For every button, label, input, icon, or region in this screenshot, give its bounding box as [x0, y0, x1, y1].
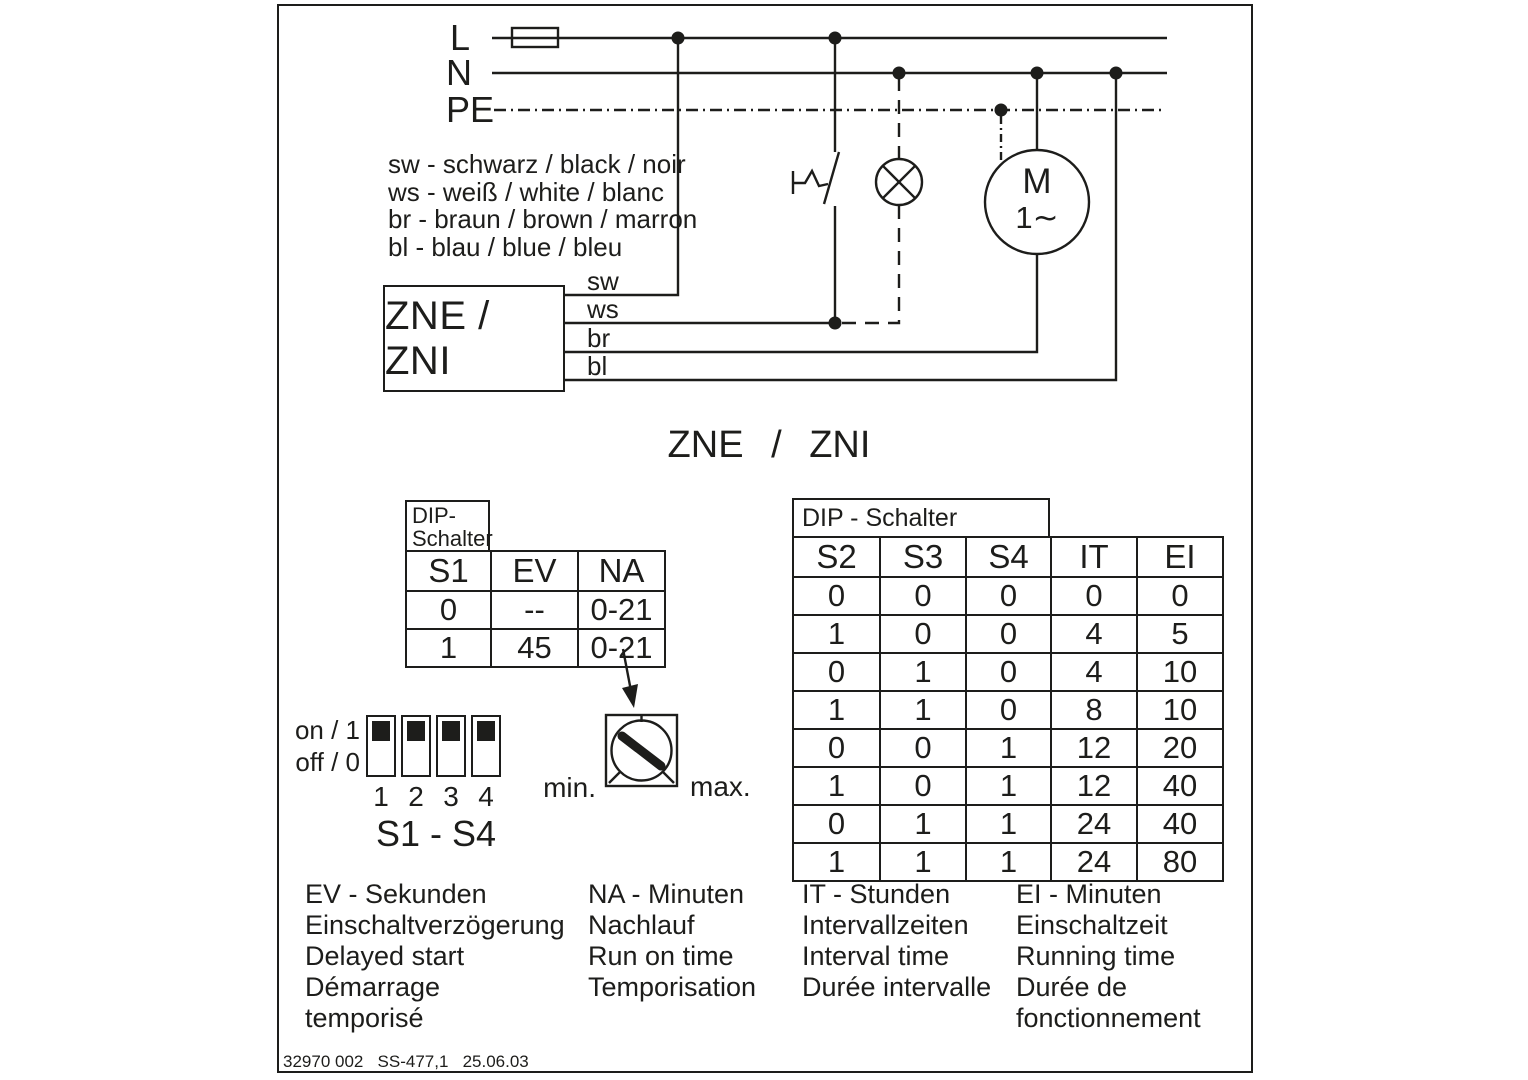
table-cell: 40 — [1137, 767, 1223, 805]
text-line: Interval time — [802, 941, 950, 971]
table-cell: 0 — [880, 577, 966, 615]
table-cell: 1 — [966, 767, 1051, 805]
table-cell: 0 — [793, 653, 880, 691]
column-header: EV — [491, 551, 578, 591]
wire-color-legend — [388, 151, 697, 261]
table-cell: 0 — [880, 615, 966, 653]
table-cell: 1 — [880, 653, 966, 691]
switch-number: 4 — [478, 781, 494, 812]
dip-switch — [471, 715, 501, 777]
left-table-corner-label — [405, 500, 493, 551]
motor-label — [977, 163, 1097, 235]
header-row — [793, 537, 1223, 577]
table-cell: 10 — [1137, 653, 1223, 691]
device-box — [383, 285, 565, 392]
table-row — [793, 577, 1223, 615]
header-row — [406, 551, 665, 591]
table-cell: 0 — [793, 729, 880, 767]
column-header: S1 — [406, 551, 491, 591]
table-cell: 0 — [966, 577, 1051, 615]
dip-switch-knob — [442, 721, 460, 741]
table-cell: 45 — [491, 629, 578, 667]
left-table — [405, 550, 666, 668]
dip-switch — [366, 715, 396, 777]
table-row — [793, 805, 1223, 843]
text-line: Running time — [1016, 941, 1176, 971]
text-line: sw - schwarz / black / noir — [388, 149, 686, 179]
table-cell: 80 — [1137, 843, 1223, 881]
text-line: NA - Minuten — [588, 879, 745, 909]
wire-label-ws: ws — [587, 294, 619, 324]
table-cell: 1 — [793, 843, 880, 881]
table-cell: 4 — [1051, 615, 1137, 653]
table-cell: 12 — [1051, 767, 1137, 805]
table-cell: 1 — [793, 691, 880, 729]
table-cell: 0 — [966, 691, 1051, 729]
dip-off-label: off / 0 — [295, 747, 360, 777]
table-cell: 1 — [966, 729, 1051, 767]
document-number: 32970 002 SS-477,1 25.06.03 — [283, 1052, 529, 1071]
switch-number: 2 — [408, 781, 424, 812]
table-cell: 4 — [1051, 653, 1137, 691]
table-cell: 1 — [880, 805, 966, 843]
table-cell: 1 — [406, 629, 491, 667]
dip-switch-knob — [477, 721, 495, 741]
dip-switch-knob — [407, 721, 425, 741]
column-header: S4 — [966, 537, 1051, 577]
table-row — [793, 691, 1223, 729]
text-line: Durée de — [1016, 972, 1128, 1002]
text-line: EI - Minuten — [1016, 879, 1162, 909]
table-row — [793, 843, 1223, 881]
table-cell: 1 — [793, 615, 880, 653]
table-cell: 20 — [1137, 729, 1223, 767]
text-line: Démarrage — [305, 972, 441, 1002]
wire-label-sw: sw — [587, 266, 619, 296]
text-line: Einschaltverzögerung — [305, 910, 565, 940]
text-line: Schalter — [412, 526, 493, 551]
table-cell: 40 — [1137, 805, 1223, 843]
table-row — [793, 767, 1223, 805]
line-label-pe: PE — [446, 89, 495, 130]
wire-label-bl: bl — [587, 351, 608, 381]
table-cell: 0 — [793, 577, 880, 615]
dip-switch-knob — [372, 721, 390, 741]
table-row — [793, 653, 1223, 691]
table-row — [406, 629, 665, 667]
page-title: ZNE / ZNI — [667, 424, 871, 466]
table-cell: 1 — [966, 805, 1051, 843]
text-line: Nachlauf — [588, 910, 695, 940]
text-line: DIP- — [412, 503, 456, 528]
dip-switch-bank — [366, 715, 501, 777]
text-line: Intervallzeiten — [802, 910, 969, 940]
text-line: Durée intervalle — [802, 972, 992, 1002]
text-line: Temporisation — [588, 972, 757, 1002]
lamp-icon — [842, 77, 922, 323]
line-label-l: L — [450, 17, 471, 58]
dip-on-label: on / 1 — [294, 715, 360, 745]
rotary-dial-icon — [606, 715, 677, 786]
table-row — [793, 615, 1223, 653]
legend-column-na — [588, 879, 756, 1003]
table-cell: 0 — [966, 653, 1051, 691]
table-cell: 0 — [406, 591, 491, 629]
text-line: ws - weiß / white / blanc — [388, 176, 664, 207]
text-line: br - braun / brown / marron — [388, 204, 698, 234]
table-cell: 8 — [1051, 691, 1137, 729]
table-row — [406, 591, 665, 629]
table-cell: 1 — [880, 691, 966, 729]
table-row — [793, 729, 1223, 767]
dip-switch-caption: S1 - S4 — [375, 813, 497, 854]
column-header: IT — [1051, 537, 1137, 577]
right-table-title: DIP - Schalter — [792, 498, 1050, 536]
text-line: EV - Sekunden — [305, 879, 487, 909]
legend-column-it — [802, 879, 991, 1003]
wire-label-br: br — [587, 323, 611, 353]
table-cell: 1 — [966, 843, 1051, 881]
line-label-n: N — [446, 52, 472, 93]
text-line: Run on time — [588, 941, 734, 971]
table-cell: 0 — [1051, 577, 1137, 615]
table-cell: 12 — [1051, 729, 1137, 767]
right-table — [792, 536, 1224, 882]
table-cell: 1 — [793, 767, 880, 805]
text-line: temporisé — [305, 1003, 424, 1033]
table-cell: 0-21 — [578, 629, 665, 667]
column-header: NA — [578, 551, 665, 591]
table-cell: 24 — [1051, 805, 1137, 843]
table-cell: 0 — [793, 805, 880, 843]
br-wire — [565, 254, 1037, 352]
switch-icon — [793, 38, 839, 319]
text-line: Einschaltzeit — [1016, 910, 1168, 940]
switch-number: 3 — [443, 781, 459, 812]
table-cell: 10 — [1137, 691, 1223, 729]
device-box-label: ZNE / ZNI — [385, 293, 490, 383]
text-line: IT - Stunden — [802, 879, 951, 909]
table-cell: 0 — [1137, 577, 1223, 615]
motor-letter: M — [1022, 162, 1052, 201]
text-line: Delayed start — [305, 941, 465, 971]
dial-max-label: max. — [690, 771, 751, 802]
dip-switch-numbers — [366, 781, 501, 813]
switch-number: 1 — [373, 781, 389, 812]
text-line: bl - blau / blue / bleu — [388, 231, 623, 262]
motor-phase: 1∼ — [1015, 200, 1059, 235]
table-cell: 0-21 — [578, 591, 665, 629]
dip-switch — [401, 715, 431, 777]
dial-min-label: min. — [543, 772, 596, 803]
table-cell: 5 — [1137, 615, 1223, 653]
table-cell: 1 — [880, 843, 966, 881]
table-cell: 0 — [880, 729, 966, 767]
table-cell: 0 — [966, 615, 1051, 653]
column-header: S3 — [880, 537, 966, 577]
table-cell: 24 — [1051, 843, 1137, 881]
column-header: EI — [1137, 537, 1223, 577]
legend-column-ei — [1016, 879, 1201, 1034]
dip-switch — [436, 715, 466, 777]
text-line: fonctionnement — [1016, 1003, 1201, 1033]
legend-column-ev — [305, 879, 565, 1034]
column-header: S2 — [793, 537, 880, 577]
table-cell: -- — [491, 591, 578, 629]
table-cell: 0 — [880, 767, 966, 805]
